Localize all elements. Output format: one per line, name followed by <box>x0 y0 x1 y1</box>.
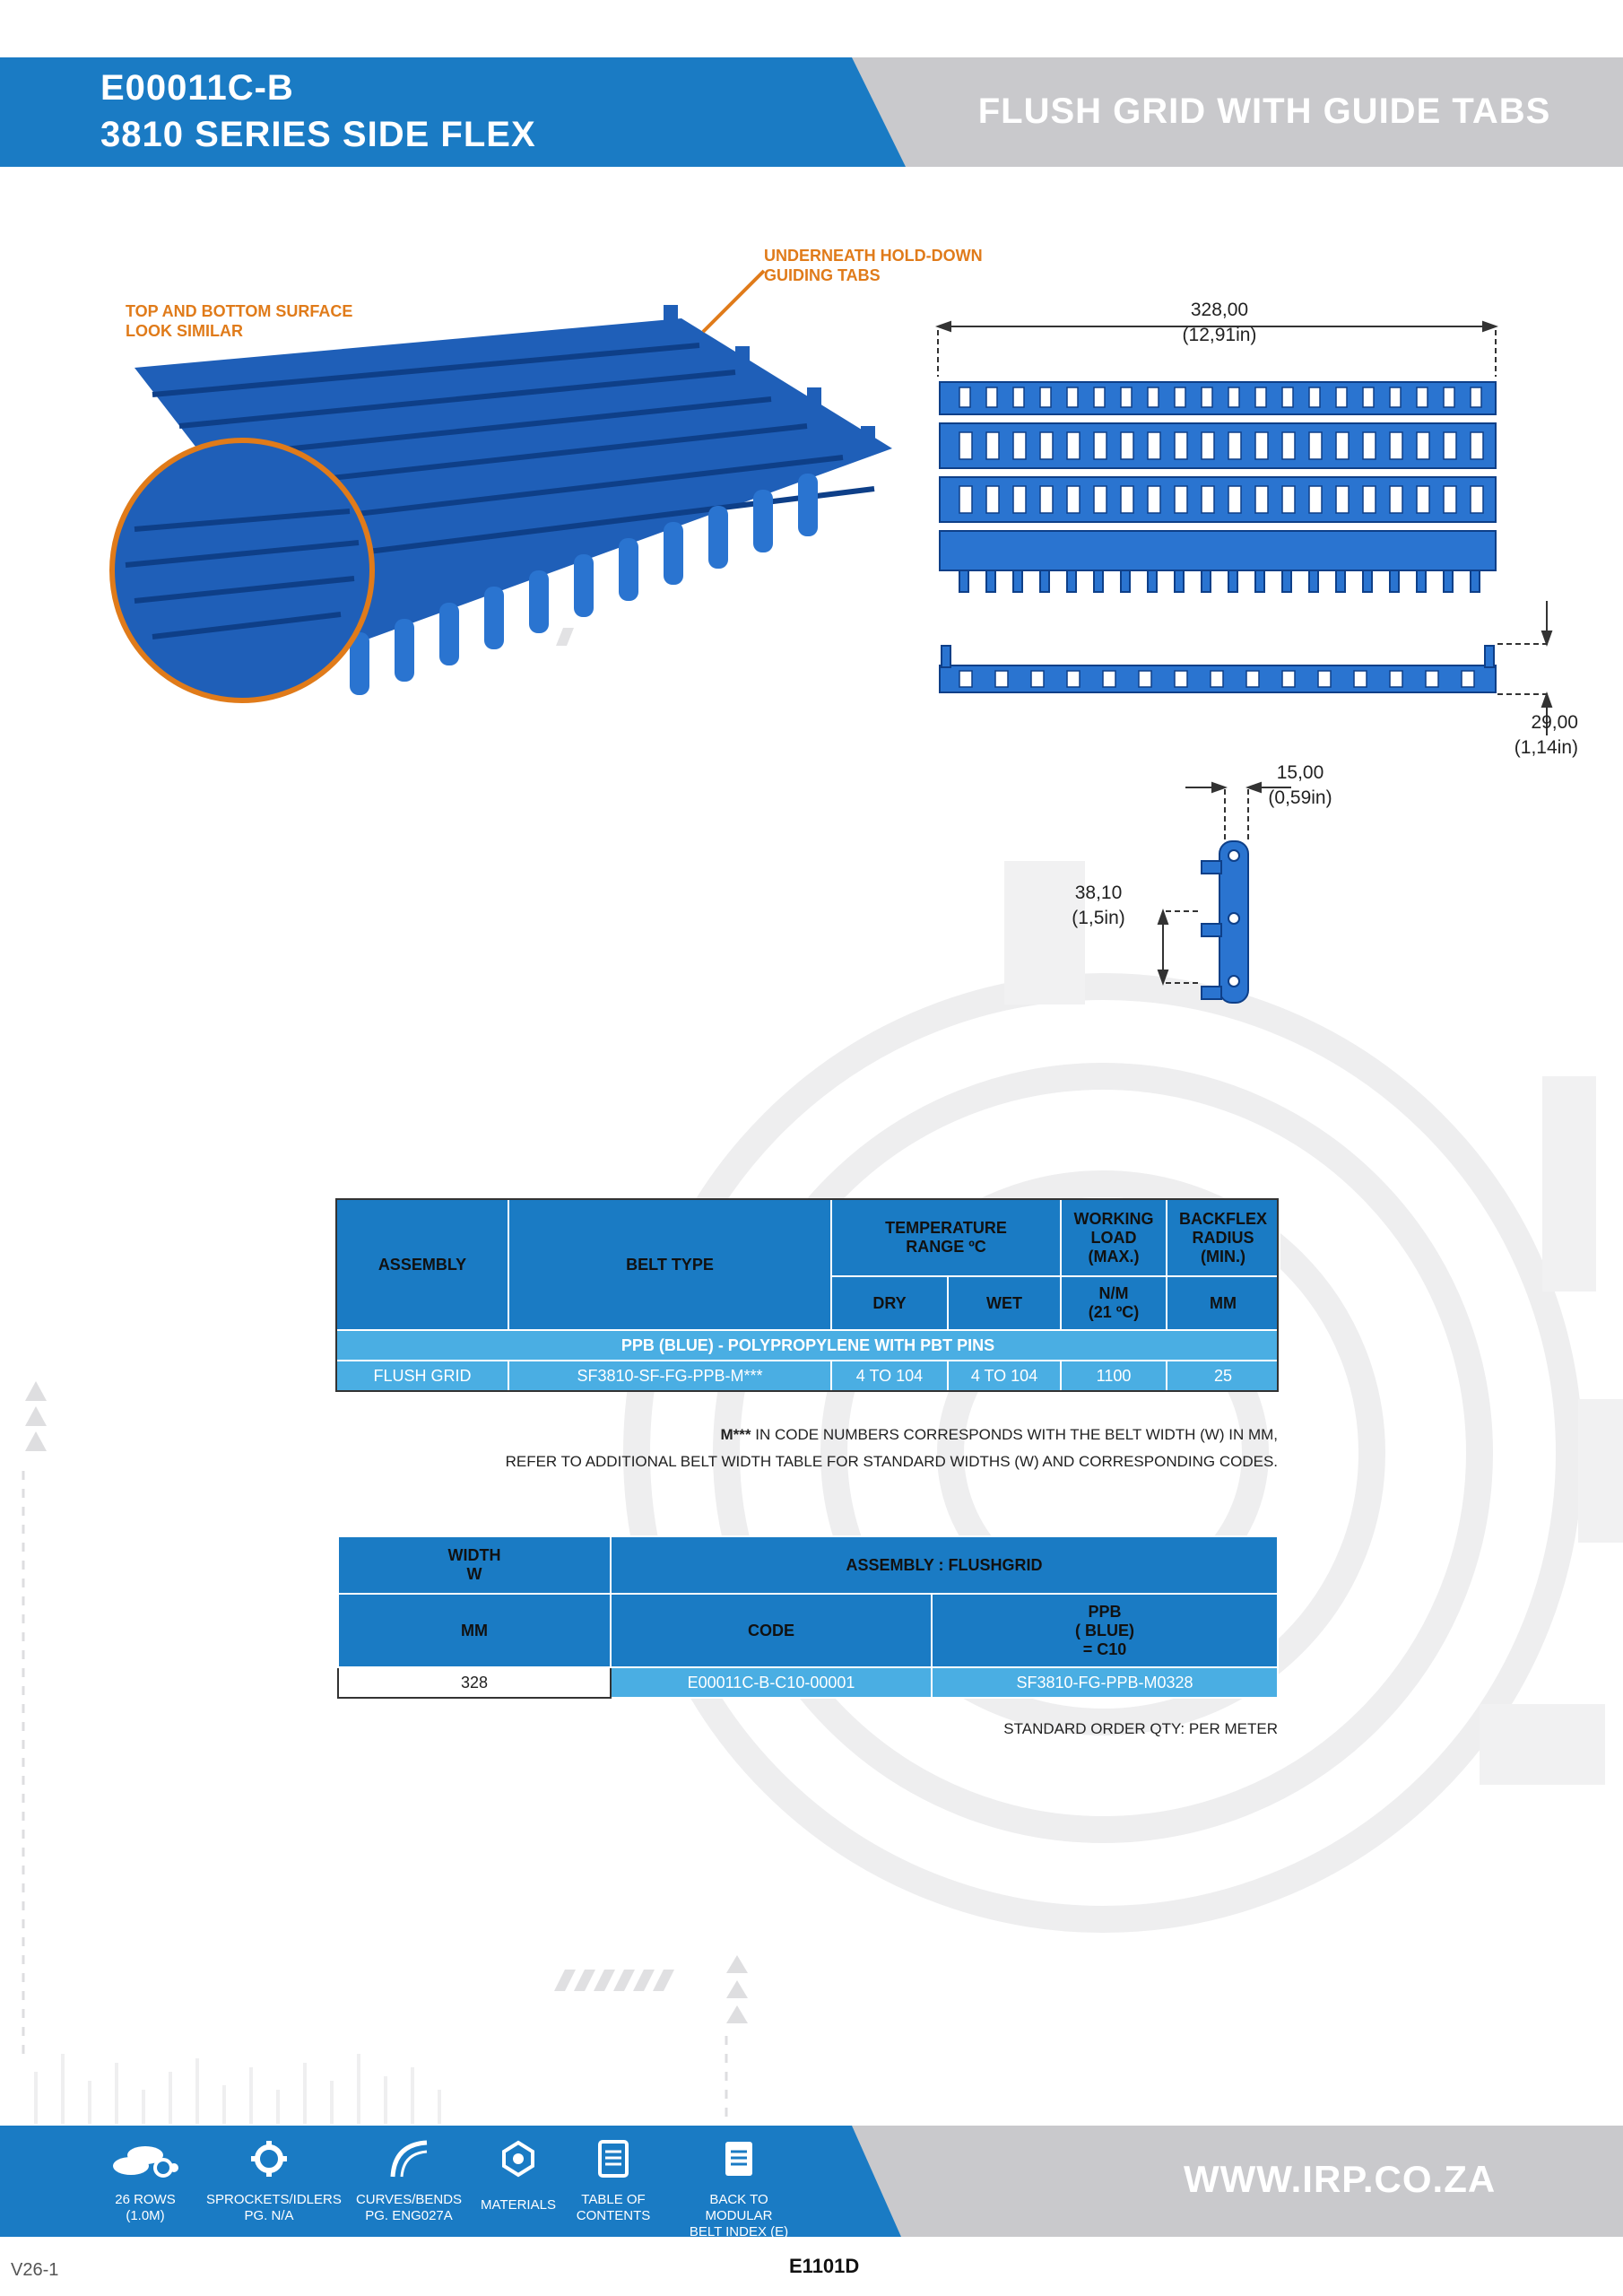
callout-underneath-line1: UNDERNEATH HOLD-DOWN <box>764 247 983 265</box>
order-qty: STANDARD ORDER QTY: PER METER <box>1003 1720 1278 1737</box>
th-width-line1: WIDTH <box>447 1546 501 1564</box>
nav-sprockets-line2: PG. N/A <box>244 2208 294 2223</box>
nav-contents-line2: CONTENTS <box>576 2208 651 2223</box>
product-code: E00011C-B <box>100 68 294 108</box>
cell-belt-type: SF3810-SF-FG-PPB-M*** <box>508 1361 831 1391</box>
table-row <box>336 1361 1280 1391</box>
dim-width <box>1166 298 1273 348</box>
nav-materials-line1: MATERIALS <box>481 2197 556 2213</box>
dim-tab-mm: 15,00 <box>1276 762 1324 783</box>
th-load-line1: WORKING <box>1073 1209 1154 1228</box>
dim-height <box>1471 710 1578 761</box>
nav-curves-line2: PG. ENG027A <box>365 2208 453 2223</box>
th-code: CODE <box>611 1594 932 1667</box>
th-load-line3: (MAX.) <box>1088 1247 1140 1265</box>
version-label: V26-1 <box>11 2260 59 2280</box>
gear-icon <box>249 2139 289 2179</box>
callout-surface-line1: TOP AND BOTTOM SURFACE <box>126 302 353 320</box>
website-link[interactable]: WWW.IRP.CO.ZA <box>1184 2158 1497 2200</box>
dim-height-in: (1,14in) <box>1514 737 1578 758</box>
nav-belt-index-line2: BELT INDEX (E) <box>689 2224 789 2239</box>
nav-curves[interactable] <box>346 2133 472 2224</box>
th-assembly: ASSEMBLY <box>336 1199 508 1330</box>
th-backflex-line2: RADIUS <box>1192 1228 1254 1247</box>
callout-underneath-line2: GUIDING TABS <box>764 266 881 284</box>
th-working-load <box>1061 1199 1167 1276</box>
th-ppb-line3: = C10 <box>1082 1639 1127 1658</box>
th-mm: MM <box>1167 1276 1280 1330</box>
width-table <box>337 1535 1279 1699</box>
nav-contents[interactable] <box>551 2133 676 2224</box>
cell-load: 1100 <box>1061 1361 1167 1391</box>
document-icon <box>597 2139 629 2179</box>
dim-pitch-mm: 38,10 <box>1074 883 1123 903</box>
cell-wet: 4 TO 104 <box>948 1361 1061 1391</box>
th-backflex-line3: (MIN.) <box>1201 1247 1245 1265</box>
note-bold: M*** <box>720 1426 751 1443</box>
th-ppb-line1: PPB <box>1088 1602 1122 1621</box>
th-temp-line1: TEMPERATURE <box>885 1219 1007 1237</box>
th-wet: WET <box>948 1276 1061 1330</box>
th-load-line2: LOAD <box>1090 1228 1137 1247</box>
dim-tab-in: (0,59in) <box>1268 787 1332 808</box>
dim-width-in: (12,91in) <box>1182 325 1257 345</box>
document-icon <box>723 2139 755 2179</box>
th-temp-line2: RANGE ºC <box>906 1238 986 1256</box>
th-width-line2: W <box>466 1565 482 1583</box>
th-assembly-flushgrid: ASSEMBLY : FLUSHGRID <box>611 1536 1278 1594</box>
nav-rows[interactable] <box>82 2133 208 2224</box>
product-title: FLUSH GRID WITH GUIDE TABS <box>977 91 1551 131</box>
th-backflex-line1: BACKFLEX <box>1179 1209 1268 1228</box>
table-row <box>338 1667 1278 1698</box>
dim-pitch-in: (1,5in) <box>1072 908 1125 928</box>
nav-belt-index-line1: BACK TO MODULAR <box>705 2192 773 2223</box>
note-line2: REFER TO ADDITIONAL BELT WIDTH TABLE FOR STANDARD WIDTHS (W) AND CORRESPONDING CODES. <box>505 1453 1278 1470</box>
th-ppb <box>932 1594 1278 1667</box>
belt-product-image <box>54 269 933 753</box>
belt-rolls-icon <box>111 2139 179 2179</box>
page-number: E1101D <box>789 2255 860 2277</box>
dim-pitch <box>1058 881 1139 931</box>
curve-icon <box>389 2139 429 2179</box>
cell-assembly: FLUSH GRID <box>336 1361 508 1391</box>
th-nm-line2: (21 ºC) <box>1088 1303 1140 1321</box>
dim-tab <box>1255 761 1345 811</box>
note-rest: IN CODE NUMBERS CORRESPONDS WITH THE BELT WIDTH (W) IN MM, <box>751 1426 1278 1443</box>
th-belt-type: BELT TYPE <box>508 1199 831 1330</box>
materials-icon <box>499 2139 538 2179</box>
nav-belt-index[interactable] <box>674 2133 803 2240</box>
th-ppb-line2: ( BLUE) <box>1075 1621 1134 1639</box>
cell-width-mm: 328 <box>338 1667 611 1698</box>
material-section-row: PPB (BLUE) - POLYPROPYLENE WITH PBT PINS <box>336 1330 1280 1361</box>
product-series: 3810 SERIES SIDE FLEX <box>100 115 536 154</box>
technical-drawing <box>933 305 1560 1040</box>
spec-table <box>335 1198 1280 1392</box>
nav-sprockets[interactable] <box>206 2133 342 2224</box>
nav-curves-line1: CURVES/BENDS <box>355 2192 463 2207</box>
nav-rows-line2: (1.0M) <box>126 2208 165 2223</box>
th-dry: DRY <box>831 1276 948 1330</box>
callout-leader-line <box>690 269 771 341</box>
nav-contents-line1: TABLE OF <box>581 2192 646 2207</box>
th-width-mm: MM <box>338 1594 611 1667</box>
nav-rows-line1: 26 ROWS <box>115 2192 176 2207</box>
cell-backflex: 25 <box>1167 1361 1280 1391</box>
note-line1 <box>721 1426 1278 1444</box>
cell-code: E00011C-B-C10-00001 <box>611 1667 932 1698</box>
th-temperature <box>831 1199 1061 1276</box>
cell-ppb: SF3810-FG-PPB-M0328 <box>932 1667 1278 1698</box>
th-nm <box>1061 1276 1167 1330</box>
callout-surface-line2: LOOK SIMILAR <box>126 322 243 340</box>
th-backflex <box>1167 1199 1280 1276</box>
dim-height-mm: 29,00 <box>1531 712 1578 733</box>
th-nm-line1: N/M <box>1098 1284 1129 1302</box>
nav-sprockets-line1: SPROCKETS/IDLERS <box>206 2192 342 2207</box>
cell-dry: 4 TO 104 <box>831 1361 948 1391</box>
th-width <box>338 1536 611 1594</box>
dim-width-mm: 328,00 <box>1190 300 1249 320</box>
